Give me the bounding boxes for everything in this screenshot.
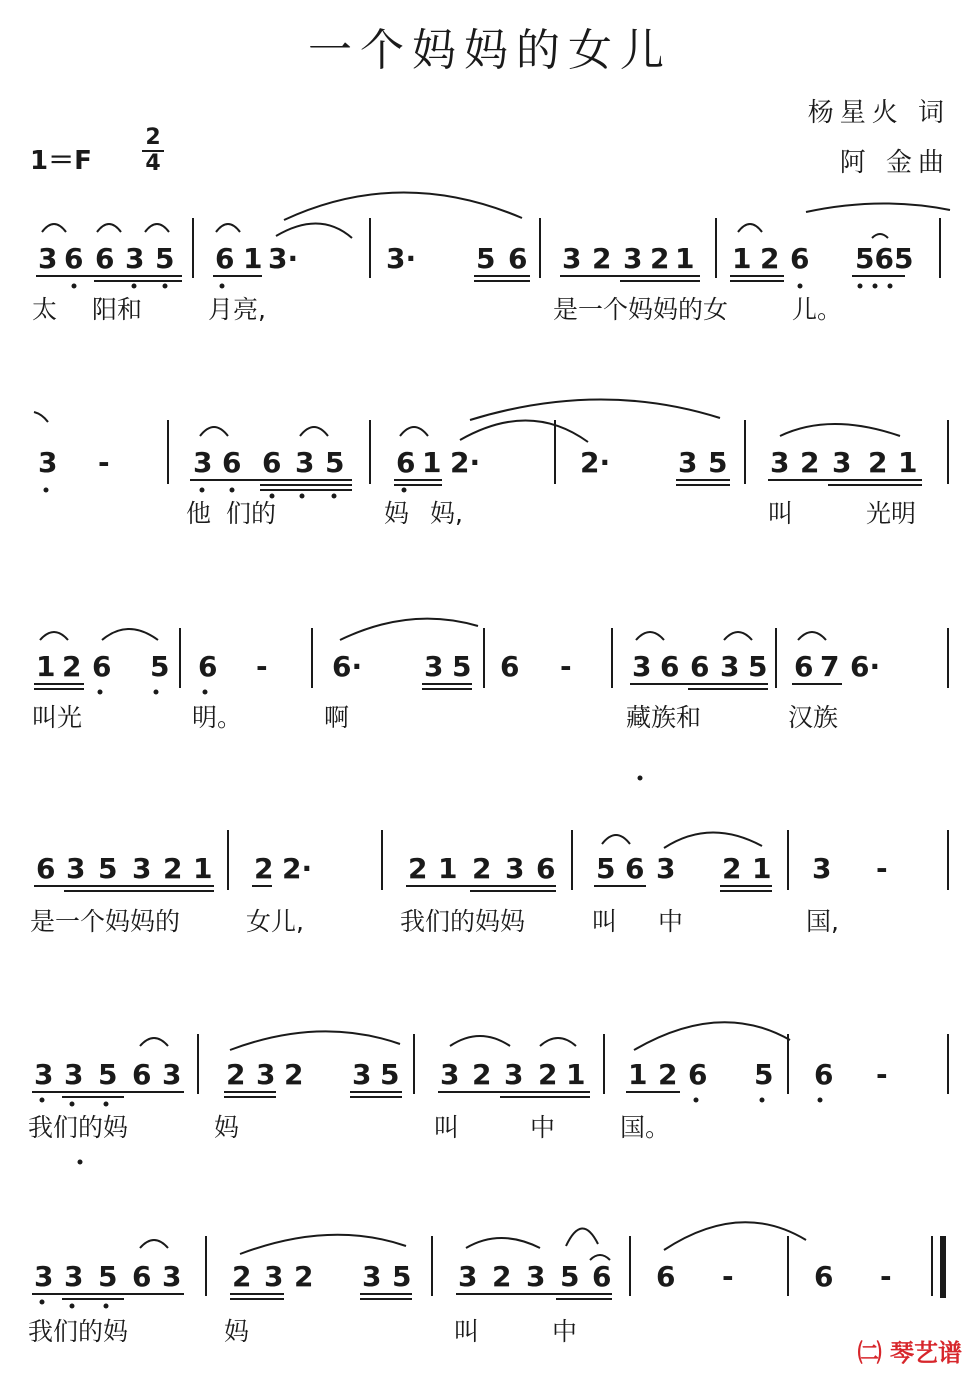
- svg-text:-: -: [98, 446, 110, 479]
- svg-text:6: 6: [36, 852, 56, 885]
- svg-text:6: 6: [198, 650, 218, 683]
- svg-text:2: 2: [592, 242, 612, 275]
- svg-text:2: 2: [226, 1058, 246, 1091]
- lyric-row-5-d: 中: [530, 1113, 556, 1142]
- svg-text:3: 3: [832, 446, 852, 479]
- svg-text:6: 6: [215, 242, 235, 275]
- svg-text:6: 6: [64, 242, 84, 275]
- svg-text:3: 3: [264, 1260, 284, 1293]
- svg-text:3: 3: [458, 1260, 478, 1293]
- svg-text:5: 5: [392, 1260, 412, 1293]
- lyric-row-1-c: 月亮,: [208, 295, 266, 324]
- svg-text:3: 3: [623, 242, 643, 275]
- svg-text:1: 1: [36, 650, 56, 683]
- svg-text:6: 6: [814, 1058, 834, 1091]
- lyric-row-2-b: 们的: [226, 499, 277, 528]
- svg-text:3: 3: [362, 1260, 382, 1293]
- svg-text:5: 5: [98, 1260, 118, 1293]
- composer-credit: 阿 金曲: [839, 148, 950, 178]
- score-row-3: [34, 619, 948, 781]
- svg-text:3: 3: [526, 1260, 546, 1293]
- svg-text:3: 3: [256, 1058, 276, 1091]
- svg-text:3: 3: [162, 1260, 182, 1293]
- svg-text:5: 5: [452, 650, 472, 683]
- lyric-row-4-e: 中: [658, 907, 684, 936]
- svg-text:1: 1: [752, 852, 772, 885]
- svg-text:2: 2: [650, 242, 670, 275]
- svg-text:1: 1: [628, 1058, 648, 1091]
- svg-text:6: 6: [790, 242, 810, 275]
- svg-text:1: 1: [243, 242, 263, 275]
- svg-text:3: 3: [38, 446, 58, 479]
- key-signature: 1＝F: [30, 146, 92, 176]
- svg-text:6: 6: [95, 242, 115, 275]
- svg-text:3: 3: [505, 852, 525, 885]
- lyric-row-5-c: 叫: [434, 1113, 460, 1142]
- lyric-row-2-d: 妈,: [430, 499, 463, 528]
- svg-text:6: 6: [508, 242, 528, 275]
- svg-text:3: 3: [34, 1058, 54, 1091]
- svg-text:2: 2: [472, 852, 492, 885]
- time-denominator: 4: [145, 151, 161, 176]
- lyric-row-3-b: 明。: [192, 703, 243, 732]
- svg-text:-: -: [876, 1058, 888, 1091]
- svg-text:3: 3: [812, 852, 832, 885]
- svg-text:2·: 2·: [580, 446, 611, 479]
- svg-text:565: 565: [855, 242, 914, 275]
- lyric-row-3-d: 藏族和: [626, 703, 702, 732]
- svg-text:3: 3: [66, 852, 86, 885]
- svg-text:2: 2: [163, 852, 183, 885]
- lyric-row-3-a: 叫光: [32, 703, 83, 732]
- svg-text:3: 3: [504, 1058, 524, 1091]
- svg-text:3: 3: [720, 650, 740, 683]
- svg-text:6·: 6·: [850, 650, 881, 683]
- svg-text:3: 3: [38, 242, 58, 275]
- svg-text:1: 1: [898, 446, 918, 479]
- svg-text:-: -: [256, 650, 268, 683]
- lyric-row-4-f: 国,: [806, 907, 839, 936]
- score-row-5: [32, 1022, 948, 1164]
- svg-text:5: 5: [155, 242, 175, 275]
- lyric-row-5-e: 国。: [620, 1113, 671, 1142]
- lyric-row-4-c: 我们的妈妈: [400, 907, 526, 936]
- svg-text:3: 3: [132, 852, 152, 885]
- svg-text:3: 3: [424, 650, 444, 683]
- lyricist-credit: 杨星火 词: [807, 98, 950, 128]
- svg-text:6: 6: [794, 650, 814, 683]
- lyric-row-5-b: 妈: [214, 1113, 240, 1142]
- svg-text:6: 6: [92, 650, 112, 683]
- svg-text:2: 2: [62, 650, 82, 683]
- svg-text:6: 6: [656, 1260, 676, 1293]
- svg-text:6: 6: [396, 446, 416, 479]
- svg-text:2: 2: [254, 852, 274, 885]
- svg-text:1: 1: [438, 852, 458, 885]
- svg-text:6: 6: [132, 1058, 152, 1091]
- svg-text:3: 3: [64, 1058, 84, 1091]
- svg-text:5: 5: [748, 650, 768, 683]
- svg-text:3: 3: [678, 446, 698, 479]
- lyric-row-6-d: 中: [552, 1317, 578, 1346]
- svg-text:6: 6: [536, 852, 556, 885]
- lyric-row-2-f: 光明: [866, 499, 917, 528]
- logo-icon: ㈡: [857, 1339, 882, 1367]
- svg-text:3: 3: [295, 446, 315, 479]
- score-row-2: [34, 399, 948, 498]
- svg-text:6: 6: [688, 1058, 708, 1091]
- svg-text:2·: 2·: [282, 852, 313, 885]
- svg-text:2: 2: [232, 1260, 252, 1293]
- lyric-row-1-e: 儿。: [792, 295, 843, 324]
- svg-text:5: 5: [98, 1058, 118, 1091]
- lyric-row-1-a: 太: [32, 295, 58, 324]
- logo-text: 琴艺谱: [890, 1339, 962, 1367]
- svg-text:5: 5: [325, 446, 345, 479]
- svg-text:5: 5: [708, 446, 728, 479]
- lyric-row-6-c: 叫: [454, 1317, 480, 1346]
- svg-text:6: 6: [262, 446, 282, 479]
- lyric-row-6-a: 我们的妈: [28, 1317, 129, 1346]
- lyric-row-1-d: 是一个妈妈的女: [553, 295, 729, 324]
- svg-text:5: 5: [560, 1260, 580, 1293]
- svg-text:5: 5: [754, 1058, 774, 1091]
- svg-text:6·: 6·: [332, 650, 363, 683]
- svg-text:3: 3: [656, 852, 676, 885]
- svg-text:1: 1: [732, 242, 752, 275]
- svg-text:-: -: [560, 650, 572, 683]
- svg-text:2: 2: [408, 852, 428, 885]
- lyric-row-4-a: 是一个妈妈的: [30, 907, 181, 936]
- svg-text:1: 1: [566, 1058, 586, 1091]
- svg-text:-: -: [722, 1260, 734, 1293]
- score-row-1: [36, 192, 950, 288]
- lyric-row-4-d: 叫: [592, 907, 618, 936]
- svg-text:3: 3: [632, 650, 652, 683]
- lyric-row-5-a: 我们的妈: [28, 1113, 129, 1142]
- score-row-6: [32, 1222, 946, 1308]
- svg-text:5: 5: [380, 1058, 400, 1091]
- svg-text:3: 3: [562, 242, 582, 275]
- lyric-row-2-a: 他: [186, 499, 212, 528]
- svg-text:5: 5: [98, 852, 118, 885]
- svg-text:2: 2: [800, 446, 820, 479]
- svg-text:2: 2: [284, 1058, 304, 1091]
- svg-text:2: 2: [472, 1058, 492, 1091]
- svg-text:1: 1: [675, 242, 695, 275]
- svg-text:3: 3: [64, 1260, 84, 1293]
- svg-text:5: 5: [596, 852, 616, 885]
- svg-text:1: 1: [422, 446, 442, 479]
- svg-text:6: 6: [592, 1260, 612, 1293]
- svg-text:2: 2: [722, 852, 742, 885]
- svg-text:6: 6: [132, 1260, 152, 1293]
- svg-text:2: 2: [868, 446, 888, 479]
- svg-text:2·: 2·: [450, 446, 481, 479]
- svg-text:-: -: [876, 852, 888, 885]
- lyric-row-2-e: 叫: [768, 499, 794, 528]
- lyric-row-2-c: 妈: [384, 499, 410, 528]
- time-numerator: 2: [145, 125, 161, 150]
- svg-text:2: 2: [658, 1058, 678, 1091]
- svg-text:-: -: [880, 1260, 892, 1293]
- watermark-logo: [858, 1333, 962, 1368]
- lyric-row-3-e: 汉族: [788, 703, 839, 732]
- lyric-row-3-c: 啊: [324, 703, 350, 732]
- svg-text:5: 5: [476, 242, 496, 275]
- score-row-4: [34, 830, 948, 891]
- svg-text:2: 2: [760, 242, 780, 275]
- svg-text:3: 3: [770, 446, 790, 479]
- svg-text:7: 7: [820, 650, 840, 683]
- svg-text:6: 6: [660, 650, 680, 683]
- svg-text:1: 1: [193, 852, 213, 885]
- svg-text:6: 6: [814, 1260, 834, 1293]
- svg-text:2: 2: [294, 1260, 314, 1293]
- svg-text:6: 6: [690, 650, 710, 683]
- svg-text:3: 3: [162, 1058, 182, 1091]
- svg-text:5: 5: [150, 650, 170, 683]
- svg-text:3: 3: [125, 242, 145, 275]
- lyric-row-1-b: 阳和: [92, 295, 143, 324]
- svg-text:3·: 3·: [268, 242, 299, 275]
- svg-text:6: 6: [500, 650, 520, 683]
- svg-text:6: 6: [222, 446, 242, 479]
- song-title: 一个妈妈的女儿: [308, 25, 672, 76]
- svg-text:3: 3: [440, 1058, 460, 1091]
- svg-text:3: 3: [34, 1260, 54, 1293]
- svg-text:2: 2: [492, 1260, 512, 1293]
- lyric-row-6-b: 妈: [224, 1317, 250, 1346]
- svg-text:6: 6: [625, 852, 645, 885]
- svg-text:3: 3: [352, 1058, 372, 1091]
- svg-text:3·: 3·: [386, 242, 417, 275]
- svg-text:2: 2: [538, 1058, 558, 1091]
- lyric-row-4-b: 女儿,: [246, 907, 304, 936]
- svg-text:3: 3: [193, 446, 213, 479]
